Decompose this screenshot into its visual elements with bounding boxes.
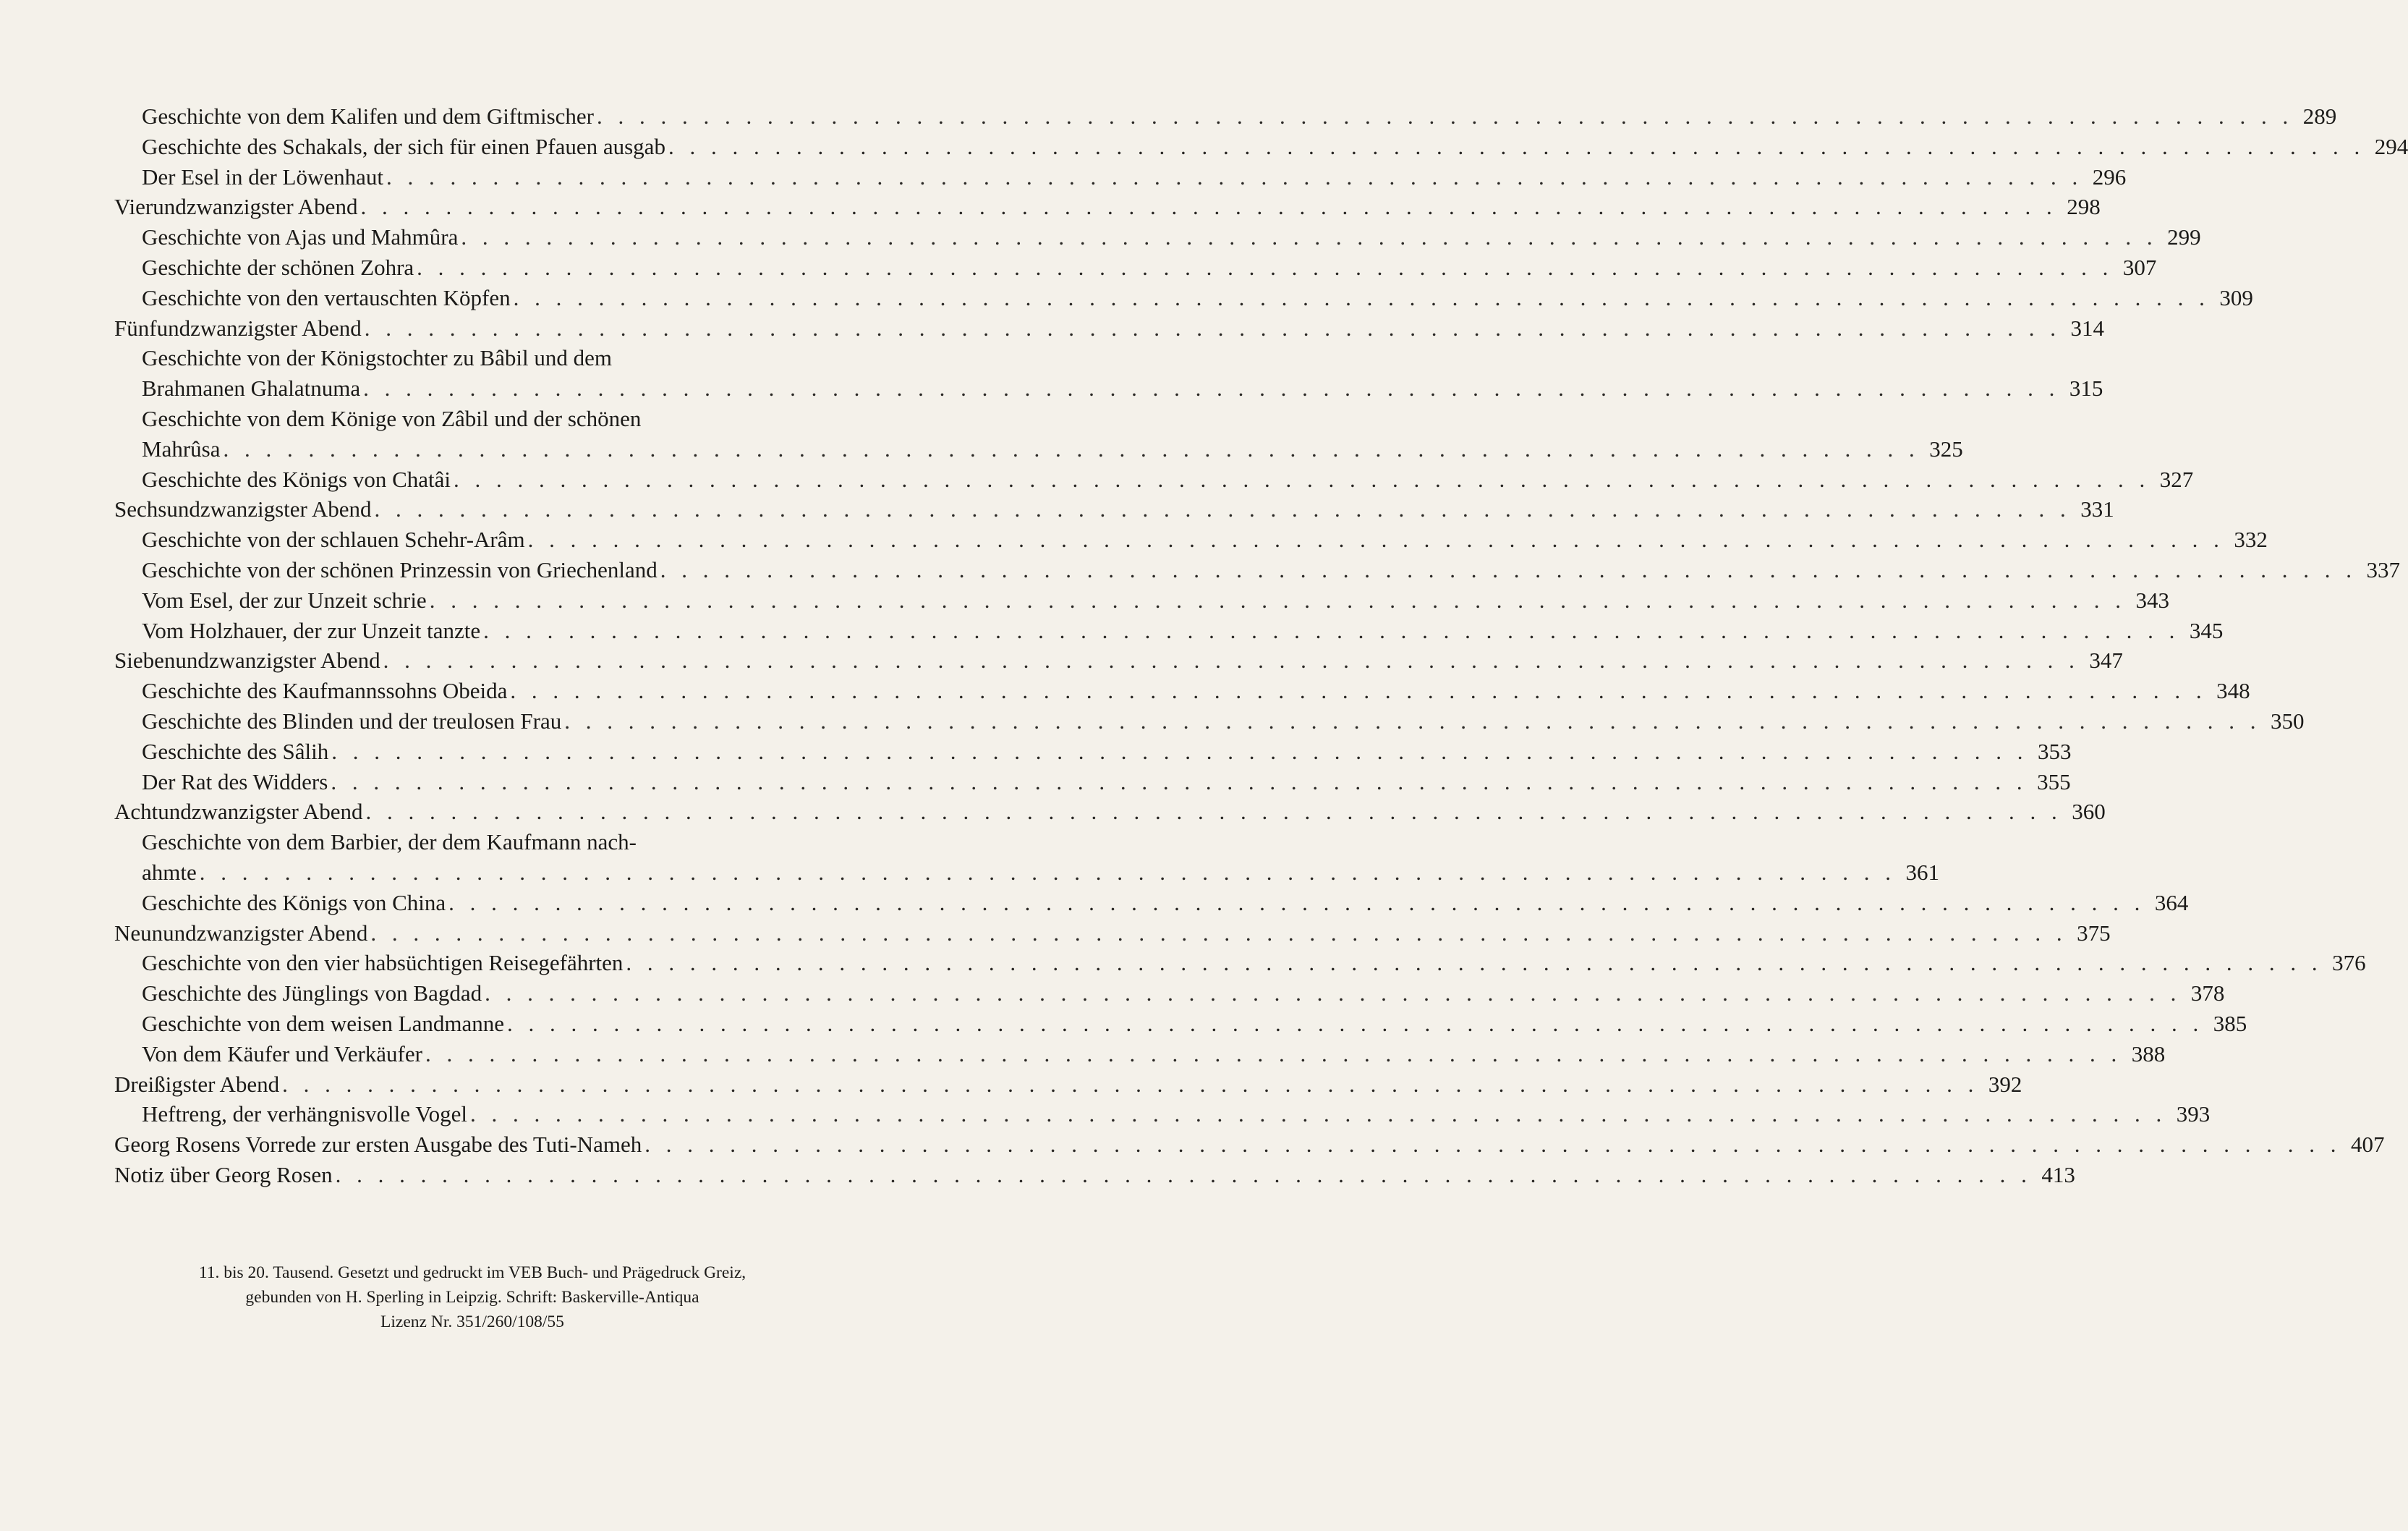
toc-page-number: 343 <box>2135 587 2169 613</box>
dot-leader: . . . . . . . . . . . . . . . . . . . . . . . . . . . . . . . . . . . . . . . . . . . . . . . . . . . . . . . . . . . . . . . . . . . . . . . . . . . . . . . . <box>331 738 2028 764</box>
toc-story-entry <box>114 555 2401 585</box>
table-of-contents <box>114 101 2408 1190</box>
toc-story-entry <box>114 585 2169 616</box>
dot-leader: . . . . . . . . . . . . . . . . . . . . . . . . . . . . . . . . . . . . . . . . . . . . . . . . . . . . . . . . . . . . . . . . . . . . . . . . . . . . . . . . <box>485 980 2182 1006</box>
toc-page-number: 353 <box>2038 738 2072 764</box>
toc-entry-title: Geschichte der schönen Zohra <box>142 254 414 280</box>
toc-story-entry <box>114 253 2157 283</box>
toc-entry-title: Geschichte des Kaufmannssohns Obeida <box>142 678 508 704</box>
toc-entry-title: Von dem Käufer und Verkäufer <box>142 1040 422 1066</box>
dot-leader: . . . . . . . . . . . . . . . . . . . . . . . . . . . . . . . . . . . . . . . . . . . . . . . . . . . . . . . . . . . . . . . . . . . . . . . . . . . . . . . . <box>331 768 2028 794</box>
toc-entry-title: Fünfundzwanzigster Abend <box>114 315 362 341</box>
colophon <box>114 1260 830 1334</box>
dot-leader: . . . . . . . . . . . . . . . . . . . . . . . . . . . . . . . . . . . . . . . . . . . . . . . . . . . . . . . . . . . . . . . . . . . . . . . . . . . . . . . . <box>363 376 2060 402</box>
colophon-line-2: gebunden von H. Sperling in Leipzig. Schrift: Baskerville-Antiqua <box>245 1288 699 1307</box>
dot-leader: . . . . . . . . . . . . . . . . . . . . . . . . . . . . . . . . . . . . . . . . . . . . . . . . . . . . . . . . . . . . . . . . . . . . . . . . . . . . . . . . <box>360 194 2057 220</box>
dot-leader: . . . . . . . . . . . . . . . . . . . . . . . . . . . . . . . . . . . . . . . . . . . . . . . . . . . . . . . . . . . . . . . . . . . . . . . . . . . . . . . . <box>383 648 2080 674</box>
toc-story-entry <box>114 525 2268 555</box>
dot-leader: . . . . . . . . . . . . . . . . . . . . . . . . . . . . . . . . . . . . . . . . . . . . . . . . . . . . . . . . . . . . . . . . . . . . . . . . . . . . . . . . <box>513 284 2210 310</box>
toc-section-entry <box>114 797 2106 827</box>
toc-entry-title: Geschichte von Ajas und Mahmûra <box>142 224 459 250</box>
toc-entry-title: Neunundzwanzigster Abend <box>114 920 368 946</box>
toc-story-entry <box>114 373 2103 404</box>
toc-section-entry <box>114 313 2105 344</box>
toc-entry-title-line: Geschichte von dem Könige von Zâbil und der schönen <box>142 405 642 431</box>
toc-entry-title: Heftreng, der verhängnisvolle Vogel <box>142 1101 467 1127</box>
toc-story-entry <box>114 948 2366 978</box>
toc-entry-title-line: Geschichte von dem Barbier, der dem Kaufmann nach- <box>142 829 637 855</box>
toc-story-entry <box>114 888 2189 918</box>
dot-leader: . . . . . . . . . . . . . . . . . . . . . . . . . . . . . . . . . . . . . . . . . . . . . . . . . . . . . . . . . . . . . . . . . . . . . . . . . . . . . . . . <box>223 436 1920 462</box>
toc-page-number: 375 <box>2077 920 2111 946</box>
toc-story-entry <box>114 162 2127 192</box>
toc-page-number: 332 <box>2234 527 2268 553</box>
dot-leader: . . . . . . . . . . . . . . . . . . . . . . . . . . . . . . . . . . . . . . . . . . . . . . . . . . . . . . . . . . . . . . . . . . . . . . . . . . . . . . . . <box>364 315 2062 341</box>
toc-entry-title: Geschichte des Jünglings von Bagdad <box>142 980 482 1006</box>
toc-page-number: 331 <box>2080 496 2114 522</box>
toc-story-entry <box>114 434 1963 465</box>
toc-page-number: 360 <box>2072 799 2106 825</box>
toc-entry-title: ahmte <box>142 859 197 885</box>
toc-section-entry <box>114 1129 2385 1160</box>
dot-leader: . . . . . . . . . . . . . . . . . . . . . . . . . . . . . . . . . . . . . . . . . . . . . . . . . . . . . . . . . . . . . . . . . . . . . . . . . . . . . . . . <box>507 1010 2204 1036</box>
toc-entry-title: Geschichte von den vier habsüchtigen Reisegefährten <box>142 950 624 976</box>
toc-story-entry <box>114 978 2225 1009</box>
toc-page-number: 299 <box>2167 224 2201 250</box>
toc-page-number: 393 <box>2176 1101 2211 1127</box>
dot-leader: . . . . . . . . . . . . . . . . . . . . . . . . . . . . . . . . . . . . . . . . . . . . . . . . . . . . . . . . . . . . . . . . . . . . . . . . . . . . . . . . <box>365 799 2062 825</box>
toc-page-number: 327 <box>2159 466 2194 492</box>
dot-leader: . . . . . . . . . . . . . . . . . . . . . . . . . . . . . . . . . . . . . . . . . . . . . . . . . . . . . . . . . . . . . . . . . . . . . . . . . . . . . . . . <box>374 496 2071 522</box>
dot-leader: . . . . . . . . . . . . . . . . . . . . . . . . . . . . . . . . . . . . . . . . . . . . . . . . . . . . . . . . . . . . . . . . . . . . . . . . . . . . . . . . <box>564 708 2261 734</box>
toc-entry-title: Geschichte von den vertauschten Köpfen <box>142 284 511 310</box>
toc-story-entry <box>114 1009 2247 1039</box>
toc-section-entry <box>114 494 2114 525</box>
toc-section-entry <box>114 192 2101 222</box>
toc-entry-title: Geschichte des Schakals, der sich für einen Pfauen ausgab <box>142 133 665 159</box>
dot-leader: . . . . . . . . . . . . . . . . . . . . . . . . . . . . . . . . . . . . . . . . . . . . . . . . . . . . . . . . . . . . . . . . . . . . . . . . . . . . . . . . <box>282 1071 1979 1097</box>
toc-entry-title: Vom Holzhauer, der zur Unzeit tanzte <box>142 617 481 643</box>
toc-story-entry <box>114 857 1939 888</box>
toc-page-number: 347 <box>2089 648 2123 674</box>
toc-page-number: 309 <box>2219 284 2253 310</box>
toc-story-entry <box>114 465 2194 495</box>
dot-leader: . . . . . . . . . . . . . . . . . . . . . . . . . . . . . . . . . . . . . . . . . . . . . . . . . . . . . . . . . . . . . . . . . . . . . . . . . . . . . . . . <box>199 859 1896 885</box>
toc-story-entry <box>114 222 2201 253</box>
toc-entry-title: Notiz über Georg Rosen <box>114 1161 333 1187</box>
dot-leader: . . . . . . . . . . . . . . . . . . . . . . . . . . . . . . . . . . . . . . . . . . . . . . . . . . . . . . . . . . . . . . . . . . . . . . . . . . . . . . . . <box>429 587 2126 613</box>
toc-entry-title: Geschichte von der schlauen Schehr-Arâm <box>142 527 525 553</box>
dot-leader: . . . . . . . . . . . . . . . . . . . . . . . . . . . . . . . . . . . . . . . . . . . . . . . . . . . . . . . . . . . . . . . . . . . . . . . . . . . . . . . . <box>644 1132 2341 1158</box>
dot-leader: . . . . . . . . . . . . . . . . . . . . . . . . . . . . . . . . . . . . . . . . . . . . . . . . . . . . . . . . . . . . . . . . . . . . . . . . . . . . . . . . <box>510 678 2207 704</box>
dot-leader: . . . . . . . . . . . . . . . . . . . . . . . . . . . . . . . . . . . . . . . . . . . . . . . . . . . . . . . . . . . . . . . . . . . . . . . . . . . . . . . . <box>461 224 2158 250</box>
toc-story-entry <box>114 283 2253 313</box>
toc-page-number: 325 <box>1929 436 1963 462</box>
toc-page-number: 307 <box>2122 254 2157 280</box>
toc-entry-title: Georg Rosens Vorrede zur ersten Ausgabe des Tuti-Nameh <box>114 1132 642 1158</box>
toc-entry-title: Brahmanen Ghalatnuma <box>142 376 361 402</box>
dot-leader: . . . . . . . . . . . . . . . . . . . . . . . . . . . . . . . . . . . . . . . . . . . . . . . . . . . . . . . . . . . . . . . . . . . . . . . . . . . . . . . . <box>660 556 2357 582</box>
toc-page-number: 364 <box>2154 889 2189 915</box>
dot-leader: . . . . . . . . . . . . . . . . . . . . . . . . . . . . . . . . . . . . . . . . . . . . . . . . . . . . . . . . . . . . . . . . . . . . . . . . . . . . . . . . <box>335 1161 2032 1187</box>
toc-entry-title: Achtundzwanzigster Abend <box>114 799 363 825</box>
toc-entry-title: Der Rat des Widders <box>142 768 328 794</box>
toc-page-number: 407 <box>2351 1132 2385 1158</box>
toc-page-number: 388 <box>2131 1040 2166 1066</box>
toc-entry-title: Geschichte des Sâlih <box>142 738 329 764</box>
toc-page-number: 298 <box>2067 194 2101 220</box>
toc-page-number: 355 <box>2037 768 2071 794</box>
dot-leader: . . . . . . . . . . . . . . . . . . . . . . . . . . . . . . . . . . . . . . . . . . . . . . . . . . . . . . . . . . . . . . . . . . . . . . . . . . . . . . . . <box>370 920 2067 946</box>
toc-page-number: 385 <box>2213 1010 2247 1036</box>
dot-leader: . . . . . . . . . . . . . . . . . . . . . . . . . . . . . . . . . . . . . . . . . . . . . . . . . . . . . . . . . . . . . . . . . . . . . . . . . . . . . . . . <box>448 889 2145 915</box>
dot-leader: . . . . . . . . . . . . . . . . . . . . . . . . . . . . . . . . . . . . . . . . . . . . . . . . . . . . . . . . . . . . . . . . . . . . . . . . . . . . . . . . <box>596 103 2294 129</box>
toc-story-entry <box>114 706 2305 737</box>
toc-section-entry <box>114 918 2111 949</box>
toc-section-entry <box>114 1069 2022 1100</box>
toc-entry-title: Geschichte von dem Kalifen und dem Giftmischer <box>142 103 594 129</box>
toc-page-number: 378 <box>2190 980 2225 1006</box>
toc-page-number: 376 <box>2332 950 2366 976</box>
dot-leader: . . . . . . . . . . . . . . . . . . . . . . . . . . . . . . . . . . . . . . . . . . . . . . . . . . . . . . . . . . . . . . . . . . . . . . . . . . . . . . . . <box>425 1040 2122 1066</box>
dot-leader: . . . . . . . . . . . . . . . . . . . . . . . . . . . . . . . . . . . . . . . . . . . . . . . . . . . . . . . . . . . . . . . . . . . . . . . . . . . . . . . . <box>469 1101 2167 1127</box>
toc-page-number: 294 <box>2374 133 2408 159</box>
toc-page-number: 315 <box>2069 376 2103 402</box>
toc-entry-title: Geschichte von der schönen Prinzessin von Griechenland <box>142 556 658 582</box>
toc-section-entry <box>114 1160 2075 1190</box>
toc-story-entry <box>114 616 2224 646</box>
toc-story-entry <box>114 1039 2166 1069</box>
toc-entry-title: Geschichte des Königs von China <box>142 889 446 915</box>
dot-leader: . . . . . . . . . . . . . . . . . . . . . . . . . . . . . . . . . . . . . . . . . . . . . . . . . . . . . . . . . . . . . . . . . . . . . . . . . . . . . . . . <box>483 617 2180 643</box>
toc-page-number: 345 <box>2189 617 2224 643</box>
toc-entry-title: Siebenundzwanzigster Abend <box>114 648 380 674</box>
toc-page-number: 337 <box>2366 556 2401 582</box>
toc-page-number: 413 <box>2041 1161 2075 1187</box>
toc-story-entry <box>114 1099 2211 1129</box>
dot-leader: . . . . . . . . . . . . . . . . . . . . . . . . . . . . . . . . . . . . . . . . . . . . . . . . . . . . . . . . . . . . . . . . . . . . . . . . . . . . . . . . <box>386 164 2083 190</box>
toc-entry-title: Mahrûsa <box>142 436 221 462</box>
toc-entry-title: Geschichte von dem weisen Landmanne <box>142 1010 504 1036</box>
toc-entry-title: Geschichte des Königs von Chatâi <box>142 466 451 492</box>
toc-page-number: 348 <box>2216 678 2250 704</box>
colophon-line-3: Lizenz Nr. 351/260/108/55 <box>380 1312 564 1331</box>
toc-story-entry <box>114 101 2337 132</box>
toc-entry-title: Der Esel in der Löwenhaut <box>142 164 383 190</box>
toc-story-entry <box>114 737 2072 767</box>
toc-entry-title: Vom Esel, der zur Unzeit schrie <box>142 587 427 613</box>
toc-entry-title: Sechsundzwanzigster Abend <box>114 496 372 522</box>
toc-entry-title: Geschichte des Blinden und der treulosen Frau <box>142 708 562 734</box>
toc-page-number: 296 <box>2092 164 2127 190</box>
toc-section-entry <box>114 645 2123 676</box>
toc-entry-title: Dreißigster Abend <box>114 1071 280 1097</box>
dot-leader: . . . . . . . . . . . . . . . . . . . . . . . . . . . . . . . . . . . . . . . . . . . . . . . . . . . . . . . . . . . . . . . . . . . . . . . . . . . . . . . . <box>668 133 2365 159</box>
toc-page-number: 314 <box>2070 315 2105 341</box>
toc-story-entry <box>114 132 2408 162</box>
toc-entry-title-line: Geschichte von der Königstochter zu Bâbil und dem <box>142 345 612 371</box>
toc-entry-title: Vierundzwanzigster Abend <box>114 194 358 220</box>
toc-page-number: 289 <box>2302 103 2337 129</box>
dot-leader: . . . . . . . . . . . . . . . . . . . . . . . . . . . . . . . . . . . . . . . . . . . . . . . . . . . . . . . . . . . . . . . . . . . . . . . . . . . . . . . . <box>527 527 2224 553</box>
dot-leader: . . . . . . . . . . . . . . . . . . . . . . . . . . . . . . . . . . . . . . . . . . . . . . . . . . . . . . . . . . . . . . . . . . . . . . . . . . . . . . . . <box>626 950 2323 976</box>
dot-leader: . . . . . . . . . . . . . . . . . . . . . . . . . . . . . . . . . . . . . . . . . . . . . . . . . . . . . . . . . . . . . . . . . . . . . . . . . . . . . . . . <box>454 466 2150 492</box>
toc-page-number: 361 <box>1905 859 1939 885</box>
toc-story-entry <box>114 676 2250 706</box>
dot-leader: . . . . . . . . . . . . . . . . . . . . . . . . . . . . . . . . . . . . . . . . . . . . . . . . . . . . . . . . . . . . . . . . . . . . . . . . . . . . . . . . <box>417 254 2114 280</box>
toc-page-number: 350 <box>2271 708 2305 734</box>
toc-page-number: 392 <box>1988 1071 2022 1097</box>
colophon-line-1: 11. bis 20. Tausend. Gesetzt und gedruckt im VEB Buch- und Prägedruck Greiz, <box>198 1263 746 1282</box>
toc-story-entry <box>114 767 2071 797</box>
